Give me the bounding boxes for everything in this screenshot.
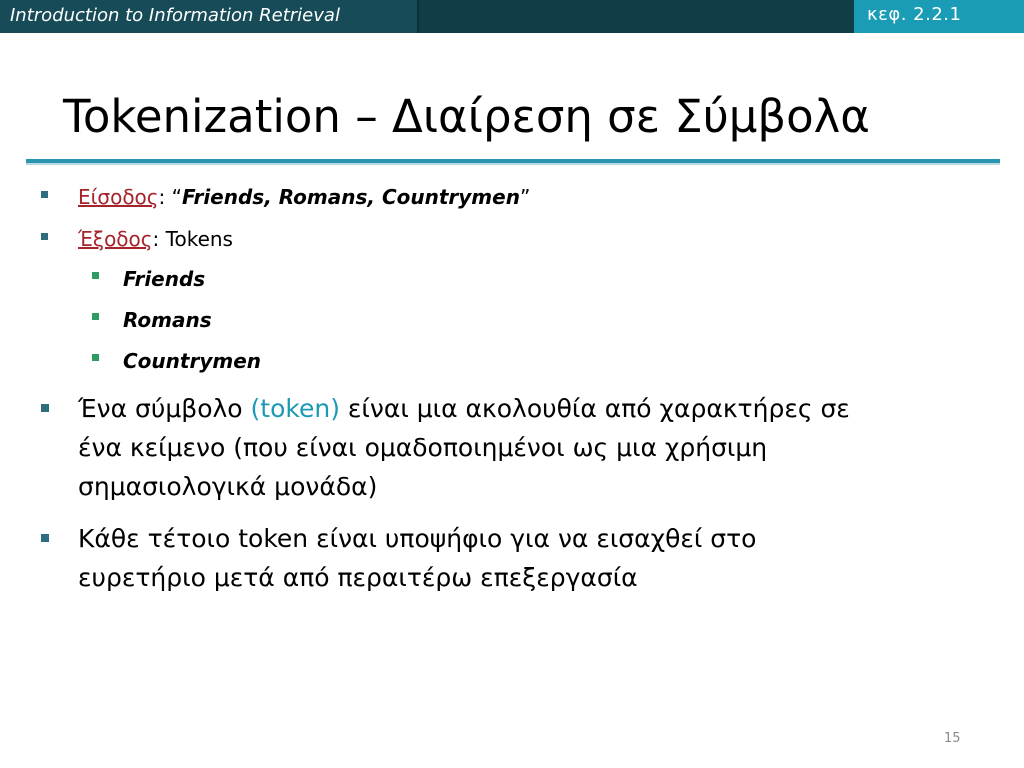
- token-item: Romans: [123, 308, 212, 332]
- sub-bullet-marker: [92, 354, 99, 361]
- definition-line-1: [78, 390, 850, 428]
- input-separator: : “: [158, 185, 182, 209]
- bullet-marker: [41, 191, 48, 198]
- bullet-marker: [41, 534, 49, 542]
- output-separator: :: [152, 227, 166, 251]
- bullet-output: [78, 226, 233, 252]
- course-title: Introduction to Information Retrieval: [10, 5, 340, 26]
- token-item: Countrymen: [123, 349, 261, 373]
- bullet-marker: [41, 233, 48, 240]
- output-label-link[interactable]: Έξοδος: [78, 227, 153, 251]
- token-item: Friends: [123, 267, 206, 291]
- definition-line-3: σημασιολογικά μονάδα): [78, 472, 378, 501]
- input-value: Friends, Romans, Countrymen: [182, 185, 520, 209]
- definition-text-start: Ένα σύμβολο: [78, 394, 251, 423]
- bullet-marker: [41, 404, 49, 412]
- candidate-line-2: ευρετήριο μετά από περαιτέρω επεξεργασία: [78, 563, 638, 592]
- output-value: Tokens: [165, 227, 233, 251]
- input-closing-quote: ”: [519, 185, 531, 209]
- chapter-reference: κεφ. 2.2.1: [867, 4, 962, 25]
- definition-text-end: είναι μια ακολουθία από χαρακτήρες σε: [339, 394, 850, 423]
- sub-bullet-marker: [92, 313, 99, 320]
- definition-token-term: (token): [250, 394, 340, 423]
- slide-title: Tokenization – Διαίρεση σε Σύμβολα: [63, 90, 870, 143]
- definition-line-2: ένα κείμενο (που είναι ομαδοποιημένοι ως μια χρήσιμη: [78, 433, 768, 462]
- sub-bullet-marker: [92, 272, 99, 279]
- candidate-line-1: Κάθε τέτοιο token είναι υποψήφιο για να εισαχθεί στο: [78, 524, 757, 553]
- page-number: 15: [944, 731, 961, 746]
- bullet-input: [78, 184, 530, 210]
- input-label-link[interactable]: Είσοδος: [78, 185, 159, 209]
